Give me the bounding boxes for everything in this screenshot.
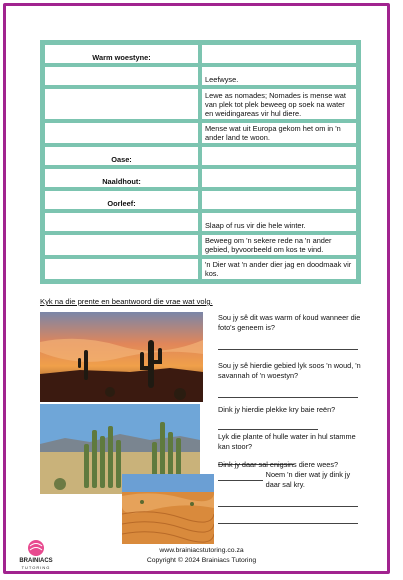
brainiacs-logo — [16, 538, 56, 572]
sand-dunes-image — [122, 474, 214, 544]
question-5-line-row — [218, 470, 366, 490]
table-cell-definition: Mense wat uit Europa gekom het om in 'n ander land te woon. — [202, 123, 356, 143]
table-row — [43, 167, 358, 189]
table-cell-term — [45, 259, 198, 279]
question-2-text: Sou jy sê hierdie gebied lyk soos 'n woud, 'n savannah of 'n woestyn? — [218, 361, 361, 380]
table-cell-definition: Leefwyse. — [202, 67, 356, 85]
answer-line[interactable] — [218, 470, 263, 481]
table-row — [43, 65, 358, 87]
logo-line-1: BRAINIACS — [19, 558, 53, 564]
table-cell-term: Naaldhout: — [45, 169, 198, 187]
question-2 — [218, 361, 366, 398]
question-5b-text: Noem 'n dier wat jy dink jy daar sal kry. — [265, 470, 351, 489]
question-1 — [218, 313, 366, 350]
question-3-text: Dink jy hierdie plekke kry baie reën? — [218, 405, 336, 414]
table-cell-definition: Slaap of rus vir die hele winter. — [202, 213, 356, 231]
table-row — [43, 43, 358, 65]
table-cell-term — [45, 213, 198, 231]
table-cell-definition — [202, 147, 356, 165]
desert-sunset-image — [40, 312, 203, 402]
answer-line[interactable] — [218, 339, 358, 350]
table-cell-term: Oase: — [45, 147, 198, 165]
question-4-text: Lyk die plante of hulle water in hul stamme kan stoor? — [218, 432, 356, 451]
table-cell-term — [45, 67, 198, 85]
answer-line[interactable] — [218, 419, 318, 430]
table-cell-term — [45, 89, 198, 119]
footer-url[interactable]: www.brainiacstutoring.co.za — [159, 547, 244, 554]
table-row — [43, 145, 358, 167]
logo-line-2: TUTORING — [21, 565, 51, 570]
table-row — [43, 189, 358, 211]
answer-line[interactable] — [218, 513, 358, 524]
question-3 — [218, 405, 366, 430]
table-cell-definition: Beweeg om 'n sekere rede na 'n ander gebied, byvoorbeeld om kos te vind. — [202, 235, 356, 255]
instruction-text: Kyk na die prente en beantwoord die vrae wat volg. — [40, 297, 213, 306]
table-cell-definition — [202, 45, 356, 63]
table-cell-definition: 'n Dier wat 'n ander dier jag en doodmaak vir kos. — [202, 259, 356, 279]
question-1-text: Sou jy sê dit was warm of koud wanneer die foto's geneem is? — [218, 313, 361, 332]
table-row — [43, 121, 358, 145]
vocabulary-table — [40, 40, 361, 284]
answer-line[interactable] — [218, 387, 358, 398]
question-5 — [218, 460, 366, 524]
table-cell-term: Oorleef: — [45, 191, 198, 209]
footer-copyright: Copyright © 2024 Brainiacs Tutoring — [146, 557, 257, 564]
question-5a-text: Dink jy daar sal enigsins diere wees? — [218, 460, 339, 469]
table-cell-term — [45, 235, 198, 255]
table-row — [43, 233, 358, 257]
table-cell-term — [45, 123, 198, 143]
table-cell-definition — [202, 191, 356, 209]
answer-line[interactable] — [218, 496, 358, 507]
table-cell-definition — [202, 169, 356, 187]
table-row — [43, 87, 358, 121]
table-cell-definition: Lewe as nomades; Nomades is mense wat van plek tot plek beweeg op soek na water en weidingareas vir hul diere. — [202, 89, 356, 119]
table-cell-term: Warm woestyne: — [45, 45, 198, 63]
table-row — [43, 257, 358, 281]
table-row — [43, 211, 358, 233]
